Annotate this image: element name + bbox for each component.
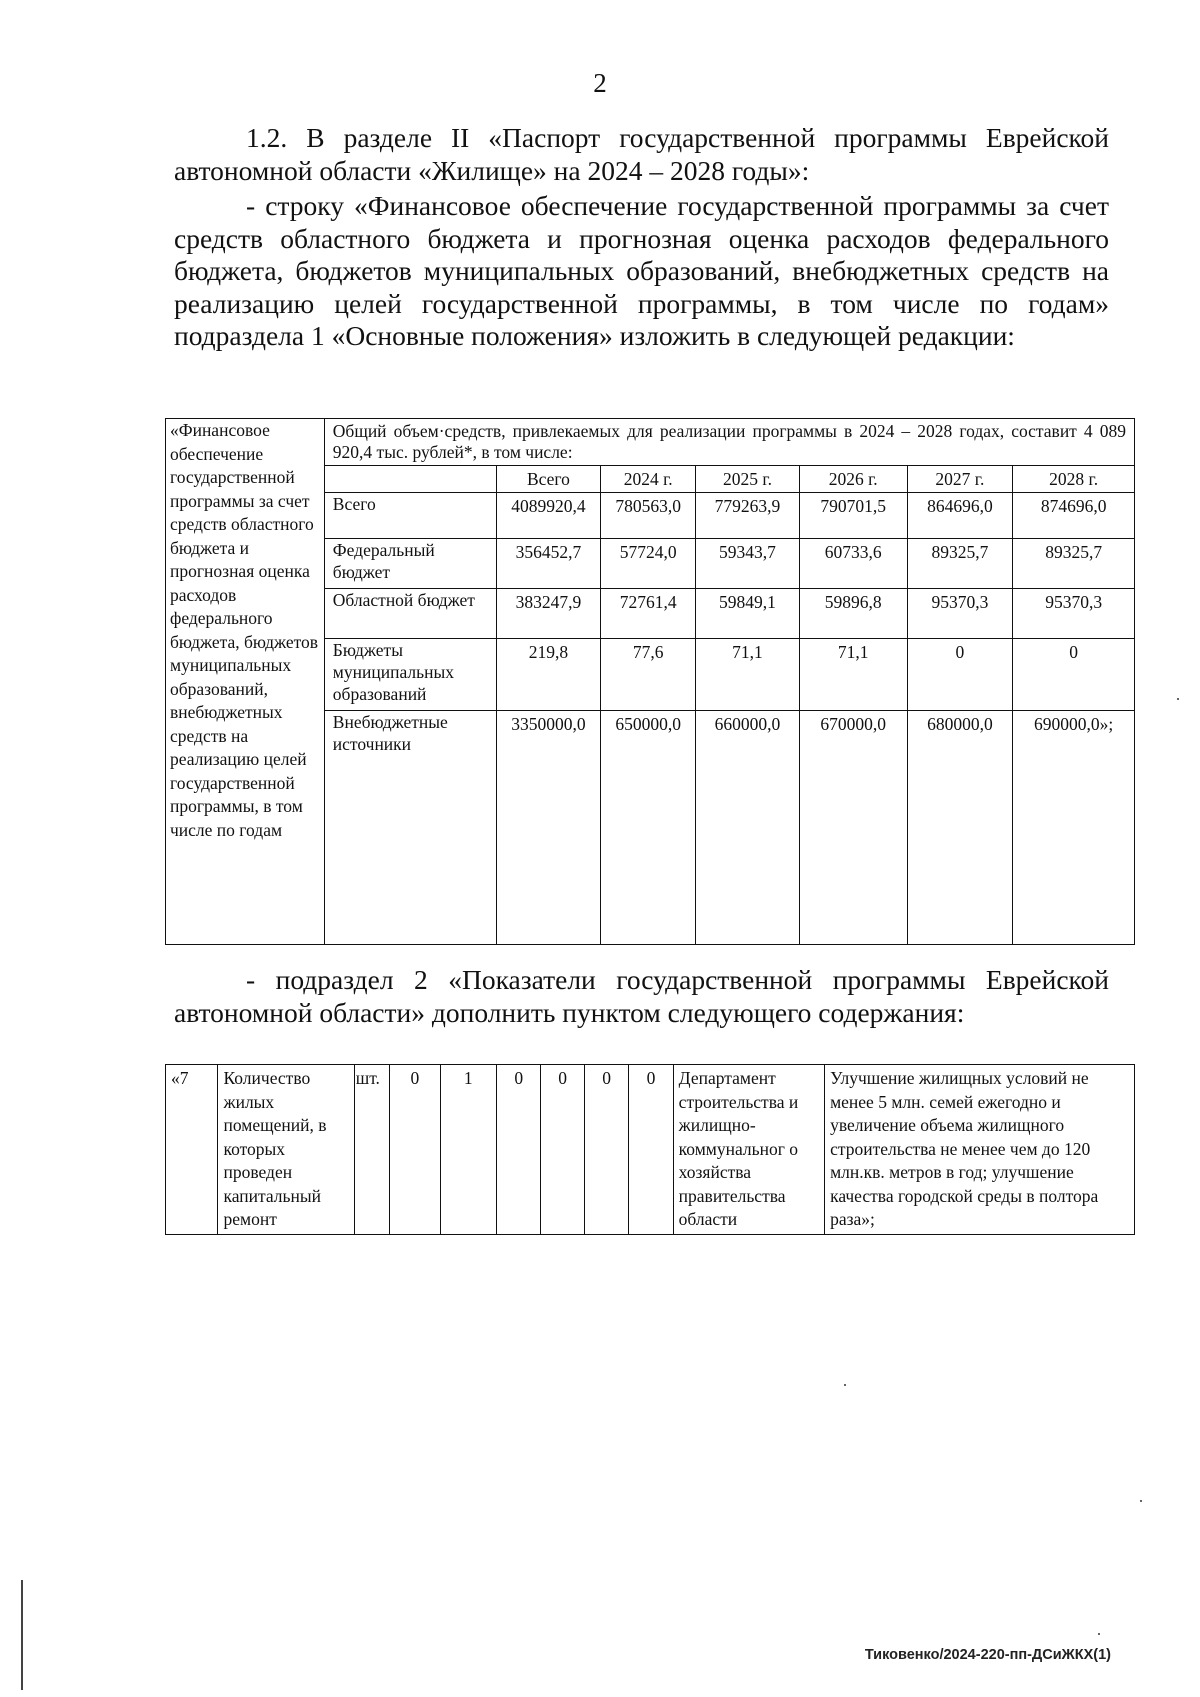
table-cell: 0 bbox=[1013, 639, 1135, 711]
table-cell: 77,6 bbox=[601, 639, 696, 711]
table-cell: 356452,7 bbox=[496, 539, 601, 589]
header-cell: Всего bbox=[496, 466, 601, 493]
finance-intro: Общий объем·средств, привлекаемых для реализации программы в 2024 – 2028 годах, составит 4 089 920,4 тыс. рублей*, в том числе: bbox=[324, 419, 1134, 466]
row-label: Бюджеты муниципальных образований bbox=[324, 639, 496, 711]
indicator-value: 0 bbox=[541, 1065, 584, 1235]
scan-speck bbox=[844, 1384, 846, 1386]
paragraph-row-replacement bbox=[174, 190, 1109, 353]
finance-table bbox=[165, 418, 1135, 945]
table-cell: 95370,3 bbox=[1013, 589, 1135, 639]
table-cell: 72761,4 bbox=[601, 589, 696, 639]
indicator-table bbox=[165, 1064, 1135, 1235]
table-cell: 219,8 bbox=[496, 639, 601, 711]
paragraph-row-replacement-text: - строку «Финансовое обеспечение государственной программы за счет средств областного бюджета и прогнозная оценка расходов федерального бюджета, бюджетов муниципальных образований, внебюджетных средств на реализацию целей государственной программы, в том числе по годам» подраздела 1 «Основные положения» изложить в следующей редакции: bbox=[174, 190, 1109, 351]
indicator-value: 0 bbox=[584, 1065, 628, 1235]
indicator-unit: шт. bbox=[354, 1065, 389, 1235]
table-cell: 59849,1 bbox=[696, 589, 800, 639]
paragraph-section-change bbox=[174, 122, 1109, 187]
table-cell: 690000,0»; bbox=[1013, 711, 1135, 945]
header-cell: 2027 г. bbox=[907, 466, 1013, 493]
row-label: Федеральный бюджет bbox=[324, 539, 496, 589]
scan-speck bbox=[1177, 698, 1179, 700]
table-cell: 780563,0 bbox=[601, 493, 696, 539]
table-cell: 59896,8 bbox=[799, 589, 907, 639]
row-label: Областной бюджет bbox=[324, 589, 496, 639]
table-cell: 680000,0 bbox=[907, 711, 1013, 945]
paragraph-section-change-text: 1.2. В разделе II «Паспорт государственной программы Еврейской автономной области «Жилище» на 2024 – 2028 годы»: bbox=[174, 122, 1109, 186]
table-cell: 670000,0 bbox=[799, 711, 907, 945]
table-row bbox=[166, 1065, 1135, 1235]
table-cell: 779263,9 bbox=[696, 493, 800, 539]
table-cell: 89325,7 bbox=[1013, 539, 1135, 589]
table-cell: 3350000,0 bbox=[496, 711, 601, 945]
finance-row-label: «Финансовое обеспечение государственной программы за счет средств областного бюджета и прогнозная оценка расходов федерального бюджета, бюджетов муниципальных образований, внебюджетных средств на реализацию целей государственной программы, в том числе по годам bbox=[166, 419, 325, 945]
finance-intro-row bbox=[166, 419, 1135, 466]
table-cell: 864696,0 bbox=[907, 493, 1013, 539]
scan-edge-line bbox=[21, 1580, 23, 1690]
header-cell: 2026 г. bbox=[799, 466, 907, 493]
indicator-name: Количество жилых помещений, в которых проведен капитальный ремонт bbox=[218, 1065, 354, 1235]
header-cell: 2025 г. bbox=[696, 466, 800, 493]
table-cell: 60733,6 bbox=[799, 539, 907, 589]
table-cell: 95370,3 bbox=[907, 589, 1013, 639]
table-cell: 0 bbox=[907, 639, 1013, 711]
table-cell: 874696,0 bbox=[1013, 493, 1135, 539]
indicator-goal: Улучшение жилищных условий не менее 5 млн. семей ежегодно и увеличение объема жилищного строительства не менее чем до 120 млн.кв. метров в год; улучшение качества городской среды в полтора раза»; bbox=[825, 1065, 1135, 1235]
header-cell bbox=[324, 466, 496, 493]
indicator-responsible: Департамент строительства и жилищно-коммунальног о хозяйства правительства области bbox=[673, 1065, 824, 1235]
paragraph-subsection-addition bbox=[174, 964, 1109, 1029]
scan-speck bbox=[1140, 1500, 1142, 1502]
table-cell: 383247,9 bbox=[496, 589, 601, 639]
table-cell: 660000,0 bbox=[696, 711, 800, 945]
footer-code: Тиковенко/2024-220-пп-ДСиЖКХ(1) bbox=[864, 1647, 1111, 1663]
row-label: Внебюджетные источники bbox=[324, 711, 496, 945]
indicator-value: 0 bbox=[497, 1065, 541, 1235]
page-number: 2 bbox=[593, 68, 607, 98]
table-cell: 790701,5 bbox=[799, 493, 907, 539]
table-cell: 59343,7 bbox=[696, 539, 800, 589]
table-cell: 4089920,4 bbox=[496, 493, 601, 539]
row-label: Всего bbox=[324, 493, 496, 539]
table-cell: 71,1 bbox=[799, 639, 907, 711]
header-cell: 2028 г. bbox=[1013, 466, 1135, 493]
table-cell: 89325,7 bbox=[907, 539, 1013, 589]
indicator-value: 0 bbox=[390, 1065, 440, 1235]
indicator-value: 1 bbox=[440, 1065, 497, 1235]
header-cell: 2024 г. bbox=[601, 466, 696, 493]
paragraph-subsection-addition-text: - подраздел 2 «Показатели государственной программы Еврейской автономной области» дополнить пунктом следующего содержания: bbox=[174, 964, 1109, 1028]
indicator-value: 0 bbox=[629, 1065, 673, 1235]
table-cell: 71,1 bbox=[696, 639, 800, 711]
indicator-number: «7 bbox=[166, 1065, 218, 1235]
table-cell: 650000,0 bbox=[601, 711, 696, 945]
scan-speck bbox=[1098, 1633, 1100, 1635]
table-cell: 57724,0 bbox=[601, 539, 696, 589]
